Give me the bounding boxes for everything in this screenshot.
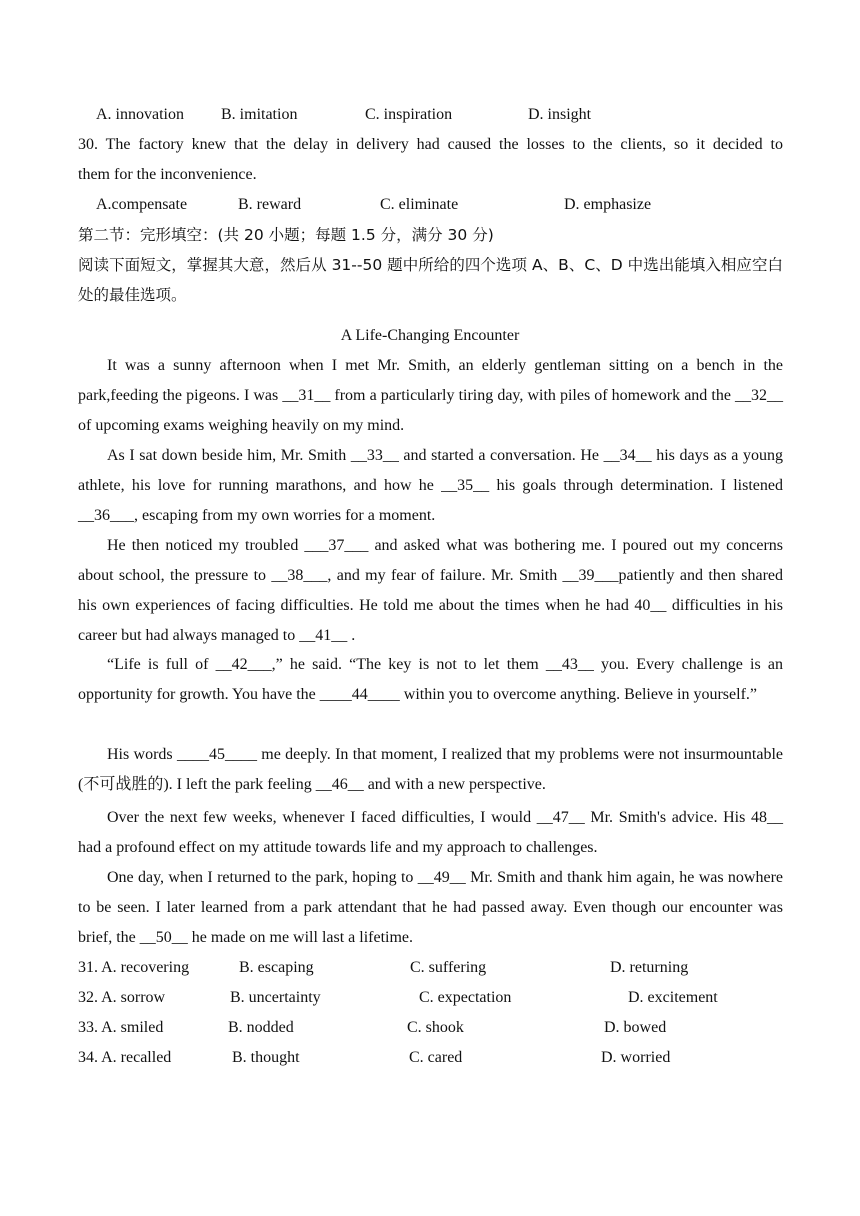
q30-stem-line2: them for the inconvenience. bbox=[78, 166, 257, 183]
q32-option-c: C. expectation bbox=[419, 989, 512, 1006]
q32-option-d: D. excitement bbox=[628, 989, 718, 1006]
q30-option-c: C. eliminate bbox=[380, 196, 459, 213]
q33-option-d: D. bowed bbox=[604, 1019, 667, 1036]
q30-option-d: D. emphasize bbox=[564, 196, 652, 213]
q34-option-d: D. worried bbox=[601, 1049, 671, 1066]
q33-option-c: C. shook bbox=[407, 1019, 464, 1036]
q32-option-b: B. uncertainty bbox=[230, 989, 321, 1006]
q31-option-c: C. suffering bbox=[410, 959, 487, 976]
q29-option-b: B. imitation bbox=[221, 106, 298, 123]
q31-option-d: D. returning bbox=[610, 959, 689, 976]
passage-paragraph-7: One day, when I returned to the park, hoping to __49__ Mr. Smith and thank him again, he was nowhere to be seen. I later learned from a park attendant that he had passed away. Even though our encounter was brief, the __50__ he made on me will last a lifetime. bbox=[78, 869, 783, 946]
q29-option-d: D. insight bbox=[528, 106, 592, 123]
q30-option-b: B. reward bbox=[238, 196, 302, 213]
passage-paragraph-4: “Life is full of __42___,” he said. “The key is not to let them __43__ you. Every challenge is an opportunity for growth. You have the ____44____ within you to overcome anything. Believe in yourself.” bbox=[78, 656, 783, 703]
passage-paragraph-2: As I sat down beside him, Mr. Smith __33__ and started a conversation. He __34__ his days as a young athlete, his love for running marathons, and how he __35__ his goals through determination. I listened __36___, escaping from my own worries for a moment. bbox=[78, 447, 783, 524]
q29-option-a: A. innovation bbox=[96, 106, 184, 123]
section-heading: 第二节：完形填空：(共 20 小题；每题 1.5 分，满分 30 分) bbox=[78, 226, 494, 244]
q30-stem-line1: 30. The factory knew that the delay in delivery had caused the losses to the clients, so it decided to bbox=[78, 136, 783, 153]
q29-option-c: C. inspiration bbox=[365, 106, 453, 123]
section-instruction: 阅读下面短文，掌握其大意，然后从 31--50 题中所给的四个选项 A、B、C、D 中选出能填入相应空白处的最佳选项。 bbox=[78, 256, 783, 304]
q34-option-b: B. thought bbox=[232, 1049, 300, 1066]
q34-option-c: C. cared bbox=[409, 1049, 463, 1066]
passage-paragraph-3: He then noticed my troubled ___37___ and asked what was bothering me. I poured out my concerns about school, the pressure to __38___, and my fear of failure. Mr. Smith __39___patiently and then shared his own experiences of facing difficulties. He told me about the times when he had 40__ difficulties in his career but had always managed to __41__ . bbox=[78, 537, 783, 644]
q33-option-a: 33. A. smiled bbox=[78, 1019, 164, 1036]
q31-option-a: 31. A. recovering bbox=[78, 959, 190, 976]
q31-option-b: B. escaping bbox=[239, 959, 314, 976]
q30-option-a: A.compensate bbox=[96, 196, 188, 213]
passage-paragraph-5: His words ____45____ me deeply. In that moment, I realized that my problems were not insurmountable (不可战胜的). I left the park feeling __46__ and with a new perspective. bbox=[78, 746, 783, 793]
q34-option-a: 34. A. recalled bbox=[78, 1049, 172, 1066]
passage-paragraph-6: Over the next few weeks, whenever I faced difficulties, I would __47__ Mr. Smith's advice. His 48__ had a profound effect on my attitude towards life and my approach to challenges. bbox=[78, 809, 783, 856]
passage-title: A Life-Changing Encounter bbox=[340, 327, 520, 344]
passage-paragraph-1: It was a sunny afternoon when I met Mr. Smith, an elderly gentleman sitting on a bench in the park,feeding the pigeons. I was __31__ from a particularly tiring day, with piles of homework and the __32__ of upcoming exams weighing heavily on my mind. bbox=[78, 357, 783, 434]
q33-option-b: B. nodded bbox=[228, 1019, 294, 1036]
q32-option-a: 32. A. sorrow bbox=[78, 989, 166, 1006]
